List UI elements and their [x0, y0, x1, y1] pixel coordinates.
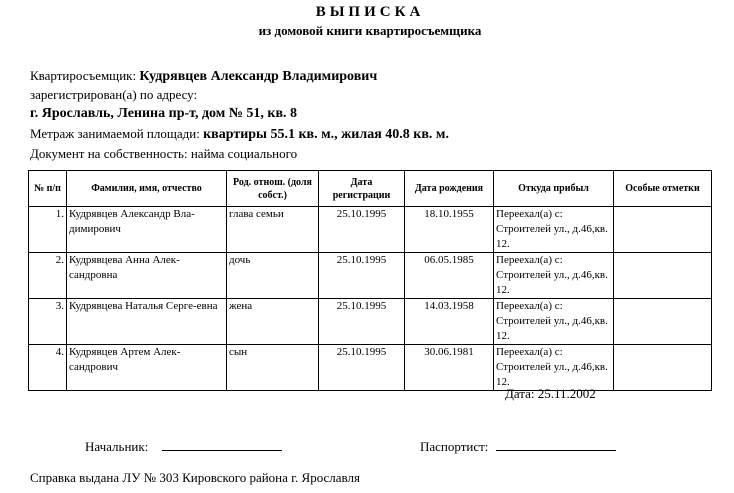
cell-reg-date: 25.10.1995 — [319, 253, 405, 299]
col-header-from: Откуда прибыл — [494, 171, 614, 207]
document-subtitle: из домовой книги квартиросъемщика — [258, 23, 482, 38]
cell-from: Переехал(а) с: Строителей ул., д.46,кв. 12. — [494, 299, 614, 345]
cell-name: Кудрявцева Наталья Серге-евна — [67, 299, 227, 345]
tenant-name: Кудрявцев Александр Владимирович — [139, 69, 378, 84]
table-header-row — [29, 171, 712, 207]
ownership-value: найма социального — [190, 146, 298, 161]
col-header-birth-date: Дата рождения — [405, 171, 494, 207]
cell-relation: жена — [227, 299, 319, 345]
issue-date: Дата: 25.11.2002 — [505, 386, 596, 401]
cell-birth-date: 06.05.1985 — [405, 253, 494, 299]
chief-signature-line — [85, 436, 282, 455]
address: г. Ярославль, Ленина пр-т, дом № 51, кв. 8 — [30, 106, 298, 121]
cell-num: 1. — [29, 207, 67, 253]
col-header-notes: Особые отметки — [614, 171, 712, 207]
cell-relation: дочь — [227, 253, 319, 299]
cell-num: 2. — [29, 253, 67, 299]
table-row — [29, 345, 712, 391]
col-header-num: № п/п — [29, 171, 67, 207]
cell-relation: сын — [227, 345, 319, 391]
cell-from: Переехал(а) с: Строителей ул., д.46,кв. 12. — [494, 253, 614, 299]
cell-notes — [614, 207, 712, 253]
cell-relation: глава семьи — [227, 207, 319, 253]
cell-name: Кудрявцева Анна Алек-сандровна — [67, 253, 227, 299]
cell-notes — [614, 299, 712, 345]
tenant-label: Квартиросъемщик: — [30, 68, 137, 83]
cell-birth-date: 30.06.1981 — [405, 345, 494, 391]
area-label: Метраж занимаемой площади: — [30, 126, 200, 141]
ownership-line — [30, 146, 297, 162]
area-value: квартиры 55.1 кв. м., жилая 40.8 кв. м. — [203, 127, 449, 142]
cell-birth-date: 14.03.1958 — [405, 299, 494, 345]
cell-reg-date: 25.10.1995 — [319, 207, 405, 253]
cell-birth-date: 18.10.1955 — [405, 207, 494, 253]
tenant-line — [30, 68, 377, 85]
cell-num: 3. — [29, 299, 67, 345]
table-row — [29, 299, 712, 345]
cell-from: Переехал(а) с: Строителей ул., д.46,кв. 12. — [494, 207, 614, 253]
table-row — [29, 253, 712, 299]
residents-table — [28, 170, 712, 391]
passport-label: Паспортист: — [420, 439, 489, 454]
table-row — [29, 207, 712, 253]
chief-signature-blank — [162, 436, 282, 451]
chief-label: Начальник: — [85, 439, 149, 454]
area-line — [30, 126, 449, 143]
cell-reg-date: 25.10.1995 — [319, 299, 405, 345]
passport-signature-blank — [496, 436, 616, 451]
ownership-label: Документ на собственность: — [30, 146, 188, 161]
cell-num: 4. — [29, 345, 67, 391]
cell-notes — [614, 345, 712, 391]
cell-name: Кудрявцев Александр Вла-димирович — [67, 207, 227, 253]
cell-notes — [614, 253, 712, 299]
cell-reg-date: 25.10.1995 — [319, 345, 405, 391]
col-header-relation: Род. отнош. (доля собст.) — [227, 171, 319, 207]
document-title: ВЫПИСКА — [315, 4, 425, 20]
footer-note: Справка выдана ЛУ № 303 Кировского района г. Ярославля — [30, 470, 360, 485]
col-header-name: Фамилия, имя, отчество — [67, 171, 227, 207]
col-header-reg-date: Дата регистрации — [319, 171, 405, 207]
cell-from: Переехал(а) с: Строителей ул., д.46,кв. 12. — [494, 345, 614, 391]
passport-signature-line — [420, 436, 616, 455]
cell-name: Кудрявцев Артем Алек-сандрович — [67, 345, 227, 391]
registered-label: зарегистрирован(а) по адресу: — [30, 87, 198, 102]
